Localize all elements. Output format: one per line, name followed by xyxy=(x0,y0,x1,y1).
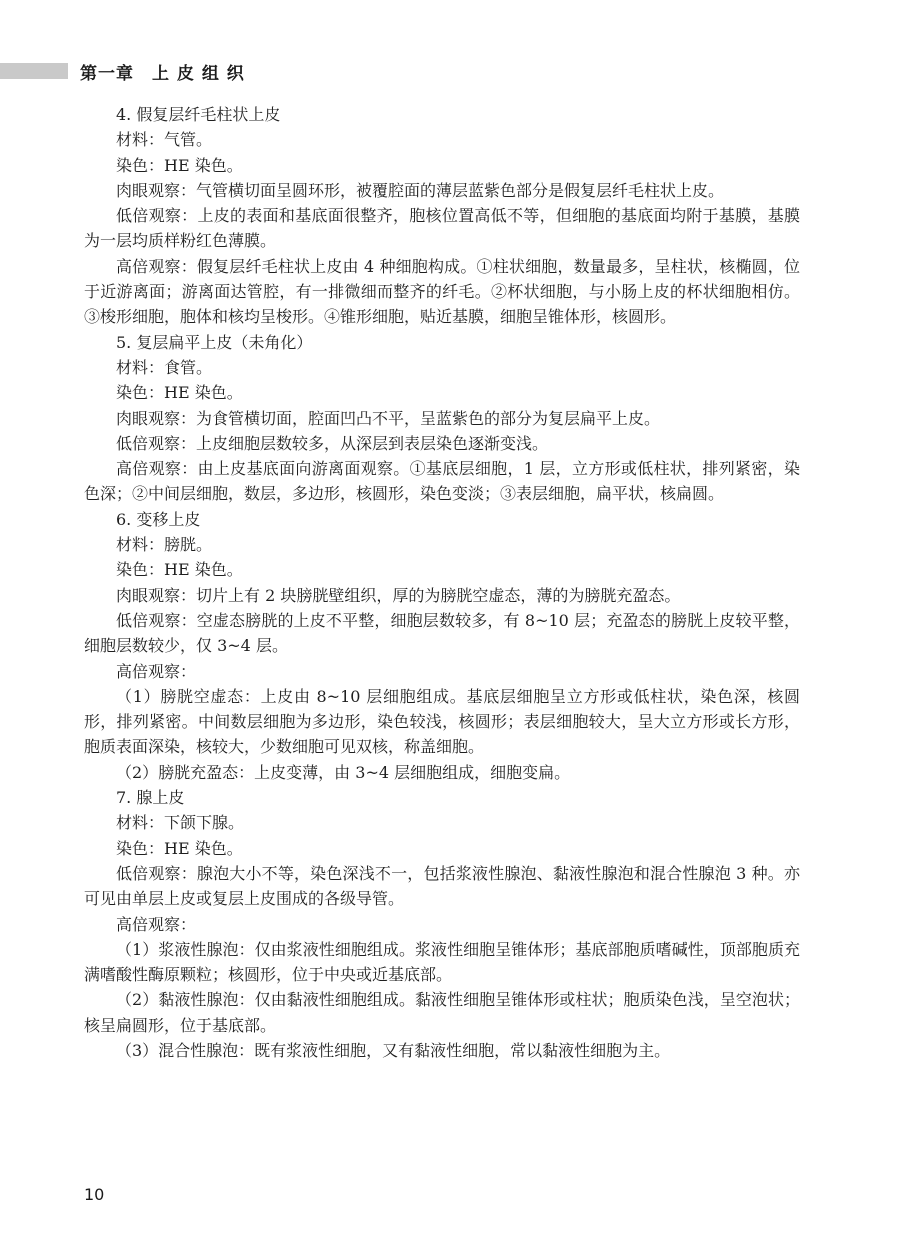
section-heading: 5. 复层扁平上皮（未角化） xyxy=(116,332,313,352)
body-text xyxy=(84,102,800,1063)
paragraph: 高倍观察：假复层纤毛柱状上皮由 4 种细胞构成。①柱状细胞，数量最多，呈柱状，核椭圆，位于近游离面；游离面达管腔，有一排微细而整齐的纤毛。②杯状细胞，与小肠上皮的杯状细胞相仿。③梭形细胞，胞体和核均呈梭形。④锥形细胞，贴近基膜，细胞呈锥体形，核圆形。 xyxy=(84,256,800,327)
paragraph: 低倍观察：空虚态膀胱的上皮不平整，细胞层数较多，有 8~10 层；充盈态的膀胱上皮较平整，细胞层数较少，仅 3~4 层。 xyxy=(84,610,800,656)
header-accent-bar xyxy=(0,63,68,79)
paragraph: （2）膀胱充盈态：上皮变薄，由 3~4 层细胞组成，细胞变扁。 xyxy=(116,762,571,782)
section-heading: 4. 假复层纤毛柱状上皮 xyxy=(116,105,281,124)
paragraph: （1）膀胱空虚态：上皮由 8~10 层细胞组成。基底层细胞呈立方形或低柱状，染色深，核圆形，排列紧密。中间数层细胞为多边形，染色较浅，核圆形；表层细胞较大，呈大立方形或长方形，胞质表面深染，核较大，少数细胞可见双核，称盖细胞。 xyxy=(84,686,800,757)
chapter-title: 第一章 上 皮 组 织 xyxy=(80,64,245,84)
paragraph: 染色：HE 染色。 xyxy=(116,155,243,175)
paragraph: 低倍观察：上皮的表面和基底面很整齐，胞核位置高低不等，但细胞的基底面均附于基膜，基膜为一层均质样粉红色薄膜。 xyxy=(84,206,800,251)
paragraph: 高倍观察： xyxy=(116,661,197,681)
paragraph: 染色：HE 染色。 xyxy=(116,383,243,403)
paragraph: 染色：HE 染色。 xyxy=(116,838,243,858)
paragraph: 材料：气管。 xyxy=(116,130,213,150)
paragraph: （1）浆液性腺泡：仅由浆液性细胞组成。浆液性细胞呈锥体形；基底部胞质嗜碱性，顶部胞质充满嗜酸性酶原颗粒；核圆形，位于中央或近基底部。 xyxy=(84,939,800,985)
paragraph: 肉眼观察：切片上有 2 块膀胱壁组织，厚的为膀胱空虚态，薄的为膀胱充盈态。 xyxy=(116,585,681,605)
paragraph: 高倍观察：由上皮基底面向游离面观察。①基底层细胞，1 层，立方形或低柱状，排列紧密，染色深；②中间层细胞，数层，多边形，核圆形，染色变淡；③表层细胞，扁平状，核扁圆。 xyxy=(84,459,800,504)
section-heading: 7. 腺上皮 xyxy=(116,788,185,808)
paragraph: 高倍观察： xyxy=(116,914,197,934)
paragraph: 材料：膀胱。 xyxy=(116,535,213,555)
paragraph: 肉眼观察：气管横切面呈圆环形，被覆腔面的薄层蓝紫色部分是假复层纤毛柱状上皮。 xyxy=(116,180,725,200)
paragraph: 材料：下颌下腺。 xyxy=(116,813,245,833)
page-number: 10 xyxy=(84,1185,105,1204)
paragraph: 肉眼观察：为食管横切面，腔面凹凸不平，呈蓝紫色的部分为复层扁平上皮。 xyxy=(116,408,661,428)
paragraph: 低倍观察：上皮细胞层数较多，从深层到表层染色逐渐变浅。 xyxy=(116,433,549,453)
paragraph: （3）混合性腺泡：既有浆液性细胞，又有黏液性细胞，常以黏液性细胞为主。 xyxy=(116,1040,671,1060)
paragraph: 低倍观察：腺泡大小不等，染色深浅不一，包括浆液性腺泡、黏液性腺泡和混合性腺泡 3 种。亦可见由单层上皮或复层上皮围成的各级导管。 xyxy=(84,863,800,909)
section-heading: 6. 变移上皮 xyxy=(116,509,201,529)
paragraph: （2）黏液性腺泡：仅由黏液性细胞组成。黏液性细胞呈锥体形或柱状；胞质染色浅，呈空泡状；核呈扁圆形，位于基底部。 xyxy=(84,990,800,1035)
paragraph: 材料：食管。 xyxy=(116,357,213,377)
paragraph: 染色：HE 染色。 xyxy=(116,560,243,580)
